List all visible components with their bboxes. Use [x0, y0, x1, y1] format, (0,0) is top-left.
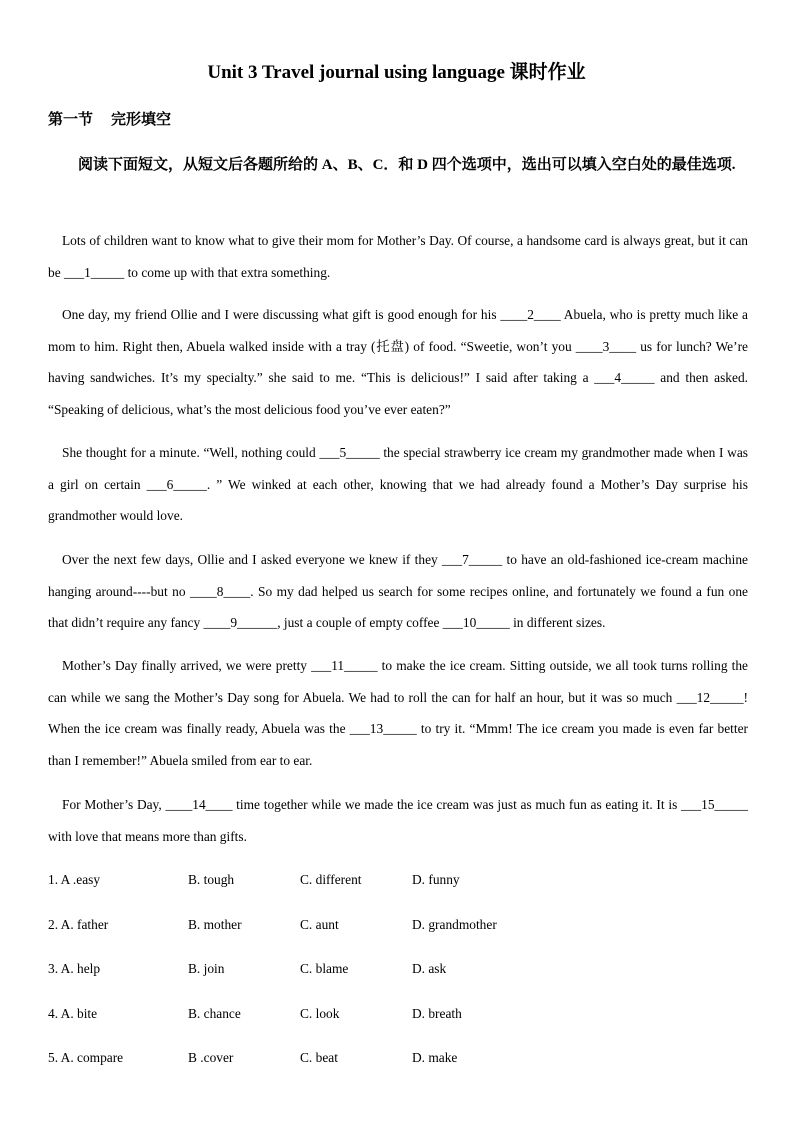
option-b: B. mother	[188, 917, 242, 932]
option-d: D. grandmother	[412, 917, 497, 932]
option-a: 4. A. bite	[48, 1006, 98, 1021]
passage-paragraph-4: Over the next few days, Ollie and I asked everyone we knew if they ___7_____ to have an old-fashioned ice-cream machine hanging around----but no ____8____. So my dad helped us search for some recipes online, and fortunately we found a fun one that didn’t require any fancy ____9______, just a couple of empty coffee ___10_____ in different sizes.	[48, 552, 748, 630]
option-b: B. chance	[188, 1006, 241, 1021]
instructions: 阅读下面短文，从短文后各题所给的 A、B、C．和 D 四个选项中，选出可以填入空白处的最佳选项.	[78, 157, 736, 173]
section-heading	[48, 108, 171, 129]
option-b: B. join	[188, 961, 225, 976]
option-c: C. look	[300, 1006, 340, 1021]
option-d: D. funny	[412, 872, 460, 887]
section-number: 第一节	[48, 112, 94, 128]
option-c: C. different	[300, 872, 362, 887]
passage-paragraph-3: She thought for a minute. “Well, nothing could ___5_____ the special strawberry ice cream my grandmother made when I was a girl on certain ___6_____. ” We winked at each other, knowing that we had already found a Mother’s Day surprise his grandmother would love.	[48, 445, 748, 523]
question-row-2	[48, 917, 748, 937]
option-c: C. beat	[300, 1050, 338, 1065]
option-a: 5. A. compare	[48, 1050, 124, 1065]
passage-paragraph-2: One day, my friend Ollie and I were discussing what gift is good enough for his ____2____ Abuela, who is pretty much like a mom to him. Right then, Abuela walked inside with a tray (托盘) of food. “Sweetie, won’t you ____3____ us for lunch? We’re having sandwiches. It’s my specialty.” she said to me. “This is delicious!” I said after taking a ___4_____ and then asked. “Speaking of delicious, what’s the most delicious food you’ve ever eaten?”	[48, 307, 748, 417]
passage-paragraph-5: Mother’s Day finally arrived, we were pretty ___11_____ to make the ice cream. Sitting outside, we all took turns rolling the can while we sang the Mother’s Day song for Abuela. We had to roll the can for half an hour, but it was so much ___12_____! When the ice cream was finally ready, Abuela was the ___13_____ to try it. “Mmm! The ice cream you made is even far better than I remember!” Abuela smiled from ear to ear.	[48, 658, 748, 768]
option-b: B. tough	[188, 872, 235, 887]
question-row-4	[48, 1006, 748, 1026]
page-title: Unit 3 Travel journal using language 课时作业	[207, 62, 586, 83]
passage-paragraph-6: For Mother’s Day, ____14____ time together while we made the ice cream was just as much fun as eating it. It is ___15_____ with love that means more than gifts.	[48, 797, 748, 844]
question-row-3	[48, 961, 748, 981]
option-b: B .cover	[188, 1050, 234, 1065]
option-a: 2. A. father	[48, 917, 109, 932]
option-a: 3. A. help	[48, 961, 101, 976]
option-c: C. blame	[300, 961, 349, 976]
option-d: D. ask	[412, 961, 447, 976]
section-name: 完形填空	[111, 112, 172, 128]
passage-paragraph-1: Lots of children want to know what to give their mom for Mother’s Day. Of course, a handsome card is always great, but it can be ___1_____ to come up with that extra something.	[48, 233, 748, 280]
option-c: C. aunt	[300, 917, 339, 932]
option-a: 1. A .easy	[48, 872, 101, 887]
question-row-5	[48, 1050, 748, 1070]
option-d: D. make	[412, 1050, 458, 1065]
option-d: D. breath	[412, 1006, 462, 1021]
question-row-1	[48, 872, 748, 892]
